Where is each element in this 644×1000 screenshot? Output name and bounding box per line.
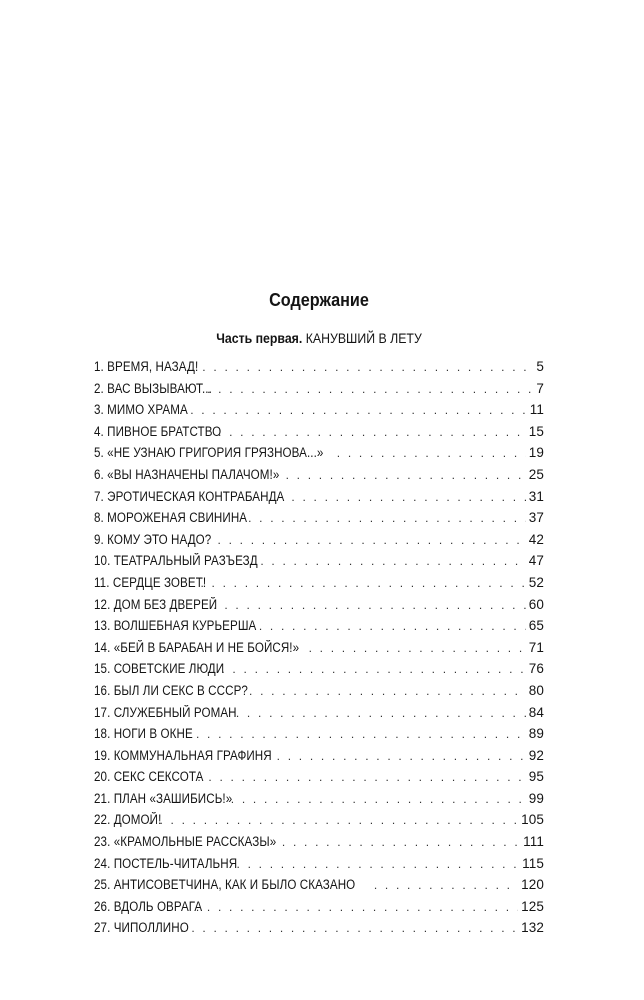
dot-leader bbox=[196, 897, 518, 919]
toc-entry bbox=[94, 572, 544, 594]
toc-entry-page: 120 bbox=[521, 877, 544, 893]
toc-entry bbox=[94, 917, 544, 939]
dot-leader bbox=[260, 551, 525, 573]
toc-entry-title: 4. ПИВНОЕ БРАТСТВО bbox=[94, 423, 222, 439]
toc-entry-title: 9. КОМУ ЭТО НАДО? bbox=[94, 531, 212, 547]
dot-leader bbox=[218, 422, 526, 444]
toc-entry-page: 31 bbox=[528, 488, 544, 504]
toc-entry-title: 15. СОВЕТСКИЕ ЛЮДИ bbox=[94, 661, 225, 677]
dot-leader bbox=[309, 638, 526, 660]
toc-entry-title: 16. БЫЛ ЛИ СЕКС В СССР? bbox=[94, 682, 248, 698]
toc-entry-page: 71 bbox=[528, 639, 544, 655]
dot-leader bbox=[206, 530, 525, 552]
toc-entry-title: 18. НОГИ В ОКНЕ bbox=[94, 726, 193, 742]
toc-entry bbox=[94, 594, 544, 616]
toc-entry-title: 22. ДОМОЙ! bbox=[94, 812, 162, 828]
dot-leader bbox=[207, 379, 533, 401]
toc-entry bbox=[94, 766, 544, 788]
toc-entry-page: 76 bbox=[528, 661, 544, 677]
toc-entry-page: 5 bbox=[536, 359, 544, 374]
toc-entry bbox=[94, 464, 544, 486]
toc-entry-page: 84 bbox=[528, 704, 544, 720]
toc-entry bbox=[94, 507, 544, 529]
toc-title: Содержание bbox=[269, 290, 369, 310]
toc-entry-page: 60 bbox=[528, 596, 544, 612]
toc-entry-title: 14. «БЕЙ В БАРАБАН И НЕ БОЙСЯ!» bbox=[94, 639, 300, 655]
dot-leader bbox=[231, 789, 526, 811]
toc-entry bbox=[94, 378, 544, 400]
toc-entry-title: 6. «ВЫ НАЗНАЧЕНЫ ПАЛАЧОМ!» bbox=[94, 466, 280, 482]
toc-entry-title: 11. СЕРДЦЕ ЗОВЕТ! bbox=[94, 574, 207, 590]
toc-entry-page: 89 bbox=[528, 726, 544, 742]
toc-entry-page: 25 bbox=[528, 466, 544, 482]
toc-entry-page: 37 bbox=[528, 510, 544, 526]
dot-leader bbox=[200, 573, 525, 595]
toc-entry-title: 3. МИМО ХРАМА bbox=[94, 402, 188, 418]
toc-entry bbox=[94, 356, 544, 378]
toc-entry bbox=[94, 615, 544, 637]
toc-entry-page: 52 bbox=[528, 574, 544, 590]
toc-entry-page: 115 bbox=[522, 855, 544, 871]
toc-entry-title: 13. ВОЛШЕБНАЯ КУРЬЕРША bbox=[94, 618, 257, 634]
toc-entry-title: 20. СЕКС СЕКСОТА bbox=[94, 769, 204, 785]
dot-leader bbox=[374, 875, 518, 897]
dot-leader bbox=[148, 810, 518, 832]
toc-entry bbox=[94, 723, 544, 745]
dot-leader bbox=[191, 357, 533, 379]
toc-entry-title: 21. ПЛАН «ЗАШИБИСЬ!» bbox=[94, 790, 233, 806]
toc-entry-page: 11 bbox=[529, 402, 544, 418]
toc-entry-title: 12. ДОМ БЕЗ ДВЕРЕЙ bbox=[94, 596, 218, 612]
toc-entry bbox=[94, 788, 544, 810]
toc-entry-title: 27. ЧИПОЛЛИНО bbox=[94, 920, 189, 936]
dot-leader bbox=[337, 443, 526, 465]
dot-leader bbox=[185, 724, 526, 746]
toc-entry-title: 25. АНТИСОВЕТЧИНА, КАК И БЫЛО СКАЗАНО bbox=[94, 877, 356, 893]
toc-entry-title: 2. ВАС ВЫЗЫВАЮТ... bbox=[94, 380, 212, 396]
dot-leader bbox=[282, 832, 520, 854]
toc-entry-title: 8. МОРОЖЕНАЯ СВИНИНА bbox=[94, 510, 248, 526]
dot-leader bbox=[179, 400, 527, 422]
toc-entry-page: 95 bbox=[528, 769, 544, 785]
dot-leader bbox=[249, 681, 526, 703]
toc-entry-page: 80 bbox=[528, 682, 544, 698]
toc-entry bbox=[94, 637, 544, 659]
toc-entry bbox=[94, 399, 544, 421]
toc-entry bbox=[94, 853, 544, 875]
toc-entry bbox=[94, 874, 544, 896]
toc-entry-title: 10. ТЕАТРАЛЬНЫЙ РАЗЪЕЗД bbox=[94, 553, 258, 569]
toc-entry-title: 19. КОММУНАЛЬНАЯ ГРАФИНЯ bbox=[94, 747, 272, 763]
toc-entry-page: 42 bbox=[528, 531, 544, 547]
toc-entry bbox=[94, 529, 544, 551]
dot-leader bbox=[291, 487, 525, 509]
toc-entry-page: 92 bbox=[528, 747, 544, 763]
dot-leader bbox=[277, 746, 526, 768]
toc-entry-page: 19 bbox=[528, 445, 544, 461]
part-label: Часть первая. bbox=[216, 330, 303, 346]
part-heading bbox=[121, 328, 517, 348]
toc-entry-title: 26. ВДОЛЬ ОВРАГА bbox=[94, 898, 203, 914]
toc-entry-title: 7. ЭРОТИЧЕСКАЯ КОНТРАБАНДА bbox=[94, 488, 285, 504]
dot-leader bbox=[180, 918, 518, 940]
dot-leader bbox=[197, 767, 525, 789]
dot-leader bbox=[248, 508, 526, 530]
toc-entry-title: 1. ВРЕМЯ, НАЗАД! bbox=[94, 359, 199, 374]
toc-entry-title: 5. «НЕ УЗНАЮ ГРИГОРИЯ ГРЯЗНОВА...» bbox=[94, 445, 324, 461]
toc-entry-page: 125 bbox=[521, 898, 544, 914]
toc-entry-title: 24. ПОСТЕЛЬ-ЧИТАЛЬНЯ bbox=[94, 855, 238, 871]
toc-entry-list bbox=[94, 356, 544, 939]
dot-leader bbox=[286, 465, 526, 487]
dot-leader bbox=[236, 703, 526, 725]
toc-entry-page: 15 bbox=[528, 423, 544, 439]
table-of-contents bbox=[94, 286, 544, 939]
toc-entry-page: 47 bbox=[528, 553, 544, 569]
toc-entry bbox=[94, 896, 544, 918]
toc-entry-page: 132 bbox=[521, 920, 544, 936]
toc-entry bbox=[94, 550, 544, 572]
dot-leader bbox=[221, 659, 525, 681]
toc-entry bbox=[94, 831, 544, 853]
toc-entry-title: 23. «КРАМОЛЬНЫЕ РАССКАЗЫ» bbox=[94, 834, 277, 850]
toc-entry bbox=[94, 745, 544, 767]
toc-entry bbox=[94, 658, 544, 680]
toc-entry-page: 7 bbox=[536, 380, 544, 396]
toc-entry bbox=[94, 680, 544, 702]
part-title: КАНУВШИЙ В ЛЕТУ bbox=[305, 330, 422, 346]
dot-leader bbox=[259, 616, 526, 638]
toc-entry-page: 105 bbox=[521, 812, 544, 828]
toc-entry-page: 65 bbox=[528, 618, 544, 634]
toc-entry bbox=[94, 421, 544, 443]
dot-leader bbox=[237, 854, 520, 876]
toc-entry bbox=[94, 442, 544, 464]
toc-entry bbox=[94, 809, 544, 831]
toc-entry-page: 99 bbox=[528, 790, 544, 806]
dot-leader bbox=[213, 595, 525, 617]
toc-entry-title: 17. СЛУЖЕБНЫЙ РОМАН bbox=[94, 704, 237, 720]
toc-entry bbox=[94, 486, 544, 508]
toc-entry-page: 111 bbox=[523, 834, 544, 850]
toc-entry bbox=[94, 702, 544, 724]
